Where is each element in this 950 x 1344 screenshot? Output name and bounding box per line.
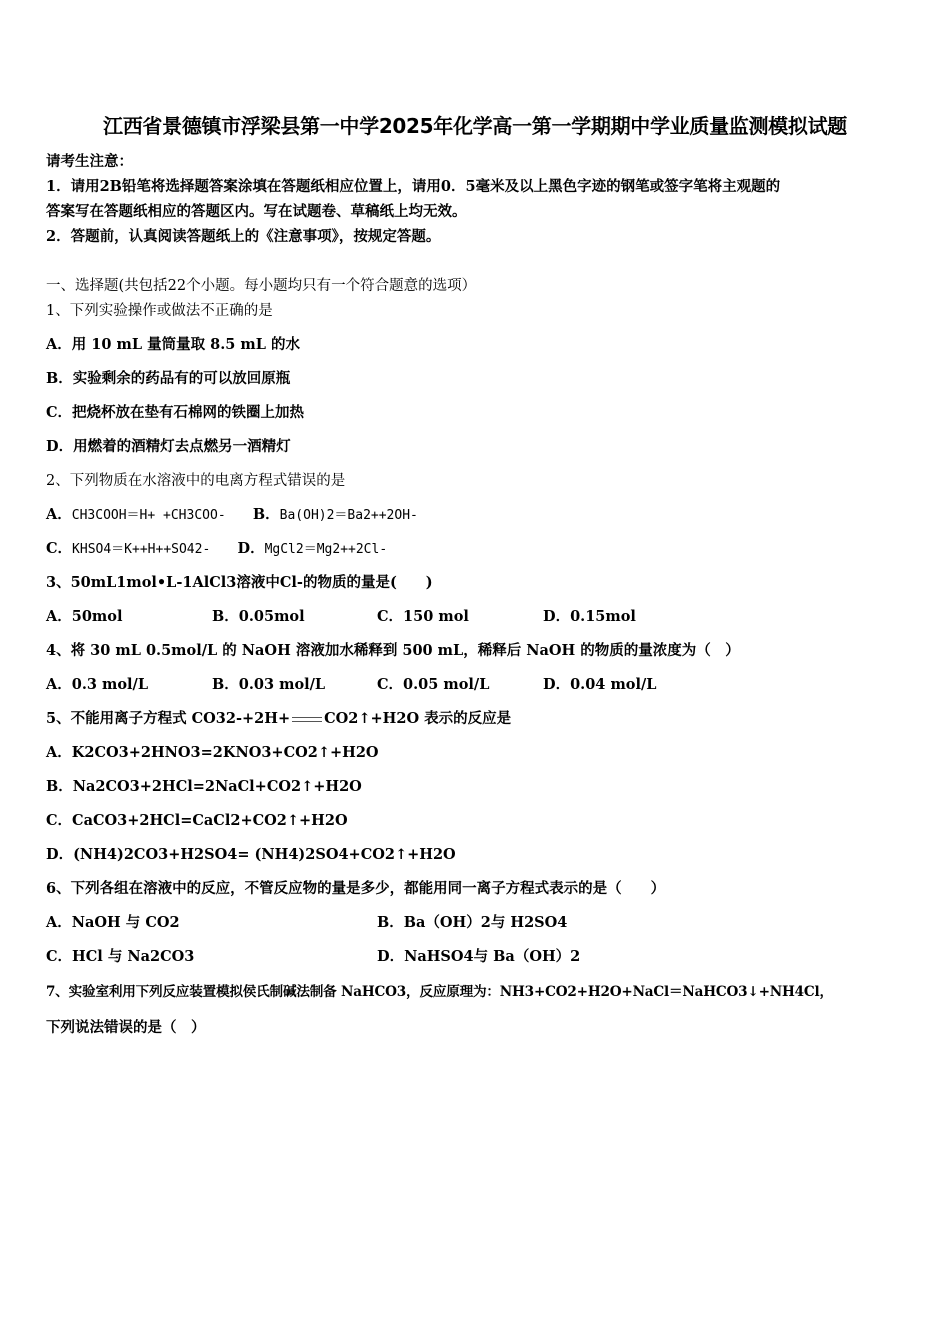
question-5-stem-prefix: 5、不能用离子方程式 CO32-+2H+ xyxy=(46,710,291,727)
question-6-stem: 6、下列各组在溶液中的反应，不管反应物的量是多少，都能用同一离子方程式表示的是（ ） xyxy=(46,880,666,897)
question-7-stem-line-1: 7、实验室利用下列反应装置模拟侯氏制碱法制备 NaHCO3，反应原理为：NH3+CO2+H2O+NaCl＝NaHCO3↓+NH4Cl， xyxy=(46,984,833,1000)
question-2-stem: 2、下列物质在水溶液中的电离方程式错误的是 xyxy=(46,473,346,489)
question-1-option-c: C．把烧杯放在垫有石棉网的铁圈上加热 xyxy=(46,404,305,421)
question-3-option-d: D．0.15mol xyxy=(543,608,636,625)
question-2-row-cd xyxy=(46,539,387,560)
question-1-option-b: B．实验剩余的药品有的可以放回原瓶 xyxy=(46,370,291,387)
question-6-option-b: B．Ba（OH）2与 H2SO4 xyxy=(377,914,568,931)
equals-sign-icon xyxy=(292,717,322,722)
question-3-option-a: A．50mol xyxy=(46,608,123,625)
question-3-stem: 3、50mL1mol•L-1AlCl3溶液中Cl-的物质的量是( ) xyxy=(46,574,433,591)
question-5-stem xyxy=(46,709,511,729)
page-title: 江西省景德镇市浮梁县第一中学2025年化学高一第一学期期中学业质量监测模拟试题 xyxy=(103,114,847,138)
question-3-option-c: C．150 mol xyxy=(377,608,469,625)
notice-item-1-line-2: 答案写在答题纸相应的答题区内。写在试题卷、草稿纸上均无效。 xyxy=(46,203,467,220)
question-1-option-a: A．用 10 mL 量筒量取 8.5 mL 的水 xyxy=(46,336,301,353)
question-5-option-a: A．K2CO3+2HNO3=2KNO3+CO2↑+H2O xyxy=(46,744,379,761)
question-4-option-d: D．0.04 mol/L xyxy=(543,676,657,693)
question-3-option-b: B．0.05mol xyxy=(212,608,305,625)
section-heading: 一、选择题(共包括22个小题。每小题均只有一个符合题意的选项） xyxy=(46,278,477,294)
question-2-option-c: KHSO4＝K++H++SO42- xyxy=(72,542,211,557)
question-2-a-label: A． xyxy=(46,506,72,523)
question-4-option-c: C．0.05 mol/L xyxy=(377,676,490,693)
question-2-b-label: B． xyxy=(252,506,280,523)
question-2-d-label: D． xyxy=(237,540,265,557)
question-2-c-label: C． xyxy=(46,540,73,557)
notice-heading: 请考生注意： xyxy=(46,153,133,170)
question-5-stem-suffix: CO2↑+H2O 表示的反应是 xyxy=(324,710,512,727)
question-2-row-ab xyxy=(46,505,418,526)
question-6-option-a: A．NaOH 与 CO2 xyxy=(46,914,180,931)
question-5-option-b: B．Na2CO3+2HCl=2NaCl+CO2↑+H2O xyxy=(46,778,362,795)
notice-item-1-line-1: 1．请用2B铅笔将选择题答案涂填在答题纸相应位置上，请用0．5毫米及以上黑色字迹的钢笔或签字笔将主观题的 xyxy=(46,178,781,195)
question-1-stem: 1、下列实验操作或做法不正确的是 xyxy=(46,303,273,319)
question-6-option-d: D．NaHSO4与 Ba（OH）2 xyxy=(377,948,581,965)
question-2-option-d: MgCl2＝Mg2++2Cl- xyxy=(264,542,388,557)
question-4-option-b: B．0.03 mol/L xyxy=(212,676,326,693)
question-2-option-a: CH3COOH＝H+ +CH3COO- xyxy=(71,508,226,523)
question-1-option-d: D．用燃着的酒精灯去点燃另一酒精灯 xyxy=(46,438,291,455)
question-5-option-c: C．CaCO3+2HCl=CaCl2+CO2↑+H2O xyxy=(46,812,348,829)
question-7-stem-line-2: 下列说法错误的是（ ） xyxy=(46,1019,206,1036)
question-4-option-a: A．0.3 mol/L xyxy=(46,676,149,693)
question-6-option-c: C．HCl 与 Na2CO3 xyxy=(46,948,195,965)
question-5-option-d: D．(NH4)2CO3+H2SO4= (NH4)2SO4+CO2↑+H2O xyxy=(46,846,456,863)
notice-item-2: 2．答题前，认真阅读答题纸上的《注意事项》，按规定答题。 xyxy=(46,228,441,245)
question-4-stem: 4、将 30 mL 0.5mol/L 的 NaOH 溶液加水稀释到 500 mL，稀释后 NaOH 的物质的量浓度为（ ） xyxy=(46,642,740,659)
question-2-option-b: Ba(OH)2＝Ba2++2OH- xyxy=(279,508,418,523)
